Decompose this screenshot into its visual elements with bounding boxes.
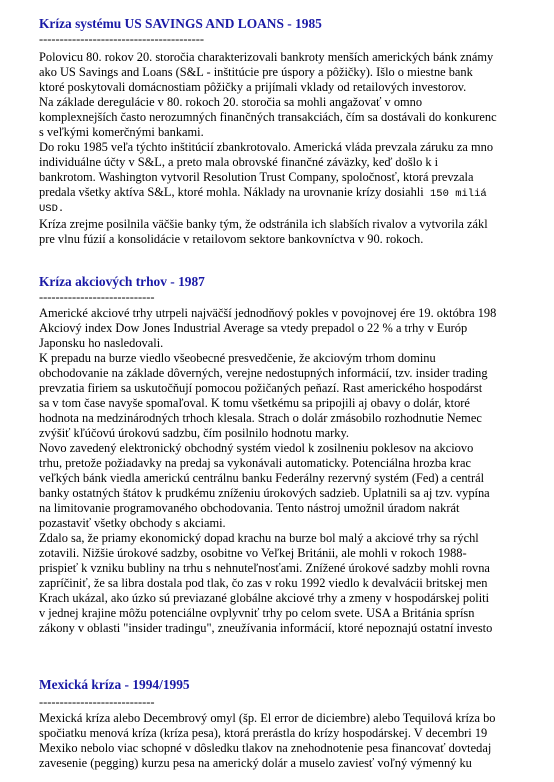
paragraph: Polovicu 80. rokov 20. storočia charakterizovali bankroty menších amerických bánk známy ako US Savings and Loans (S&L - inštitúcie pre úspory a pôžičky). Išlo o miestne bank ktoré poskytovali domácnostiam pôžičky a prijímali vklady od retailových investorov. (39, 50, 494, 94)
separator-line: ---------------------------- (39, 695, 155, 709)
separator-line: ---------------------------------------- (39, 32, 205, 46)
separator-line: ---------------------------- (39, 290, 155, 304)
monospace-figure: 150 miliá (423, 188, 487, 200)
paragraph: Novo zavedený elektronický obchodný systém viedol k zosilneniu poklesov na akciovo trhu, pretože požiadavky na predaj sa vykonávali automaticky. Potenciálna hrozba krac veľkých bánk viedla americkú centrálnu banku Federálny rezervný systém (Fed) a centrál banky ostatných štátov k prudkému zníženiu úrokových sadzieb. Uplatnili sa aj tzv. vypína na limitovanie programovaného obchodovania. Tento nástroj umožnil úradom nakrát pozastaviť všetky obchody s akciami. (39, 441, 490, 530)
section-stock-market-crash (39, 274, 554, 636)
paragraph: Krach ukázal, ako úzko sú previazané globálne akciové trhy a zmeny v hospodárskej politi v jednej krajine môžu potenciálne ovplyvniť trhy po celom svete. USA a Británia sprísn zákony v oblasti "insider tradingu", zneužívania informácií, ktoré nepoznajú ostatní investo (39, 591, 493, 635)
paragraph: Na základe deregulácie v 80. rokoch 20. storočia sa mohli angažovať v omno komplexnejších často nerozumných finančných transakciách, čím sa dostávali do konkurenc s veľkými komerčnými bankami. (39, 95, 497, 139)
section-body (39, 711, 554, 771)
paragraph: Americké akciové trhy utrpeli najväčší jednodňový pokles v povojnovej ére 19. októbra 198 Akciový index Dow Jones Industrial Average sa vtedy prepadol o 22 % a trhy v Európ Japonsku ho nasledovali. (39, 306, 497, 350)
paragraph: Zdalo sa, že priamy ekonomický dopad krachu na burze bol malý a akciové trhy sa rýchl zotavili. Nižšie úrokové sadzby, osobitne vo Veľkej Británii, ale mohli v rokoch 1988- prispieť k vzniku bubliny na trhu s nehnuteľnosťami. Znížené úrokové sadzby mohli rovna zapríčiniť, že sa libra dostala pod tlak, čo zas v roku 1992 viedlo k devalvácii britskej men (39, 531, 490, 590)
paragraph-text: Do roku 1985 veľa týchto inštitúcií zbankrotovalo. Americká vláda prevzala záruku za mno individuálne účty v S&L, a preto mala obrovské finančné záväzky, keď došlo k i bankrotom. Washington vytvoril Resolution Trust Company, spoločnosť, ktorá prevzala predala všetky aktíva S&L, ktoré mohla. Náklady na urovnanie krízy dosiahli (39, 140, 494, 199)
monospace-line: USD. (39, 203, 65, 215)
section-mexican-crisis (39, 677, 554, 771)
section-body (39, 50, 554, 247)
section-body (39, 306, 554, 636)
paragraph (39, 140, 554, 202)
paragraph: K prepadu na burze viedlo všeobecné presvedčenie, že akciovým trhom dominu obchodovanie na základe dôverných, verejne nedostupných informácií, tzv. insider trading prevzatia firiem sa uskutočňují pomocou požičaných peňazí. Rast amerického hospodárst sa v tom čase navyše spomaľoval. K tomu všetkému sa pripojili aj obavy o dolár, ktoré hodnota na medzinárodných trhoch klesala. Strach o dolár zmásobilo rozhodnutie Nemec zvýšiť kľúčovú úrokovú sadzbu, čím posilnilo hodnotu marky. (39, 351, 488, 440)
paragraph: Mexická kríza alebo Decembrový omyl (šp. El error de diciembre) alebo Tequilová kríza bo spočiatku menová kríza (kríza pesa), ktorá prerástla do krízy hospodárskej. V decembri 19 Mexiko nebolo viac schopné v dôsledku tlakov na znehodnotenie pesa financovať dovtedaj zavesenie (pegging) kurzu pesa na americký dolár a muselo zaviesť voľný výmenný ku (39, 711, 496, 770)
paragraph: Kríza zrejme posilnila väčšie banky tým, že odstránila ich slabších rivalov a vytvorila zákl pre vlnu fúzií a konsolidácie v retailovom sektore bankovníctva v 90. rokoch. (39, 217, 488, 246)
section-savings-and-loans (39, 16, 554, 247)
section-heading: Kríza systému US SAVINGS AND LOANS - 1985 (39, 16, 322, 31)
section-heading: Mexická kríza - 1994/1995 (39, 677, 190, 692)
section-heading: Kríza akciových trhov - 1987 (39, 274, 205, 289)
